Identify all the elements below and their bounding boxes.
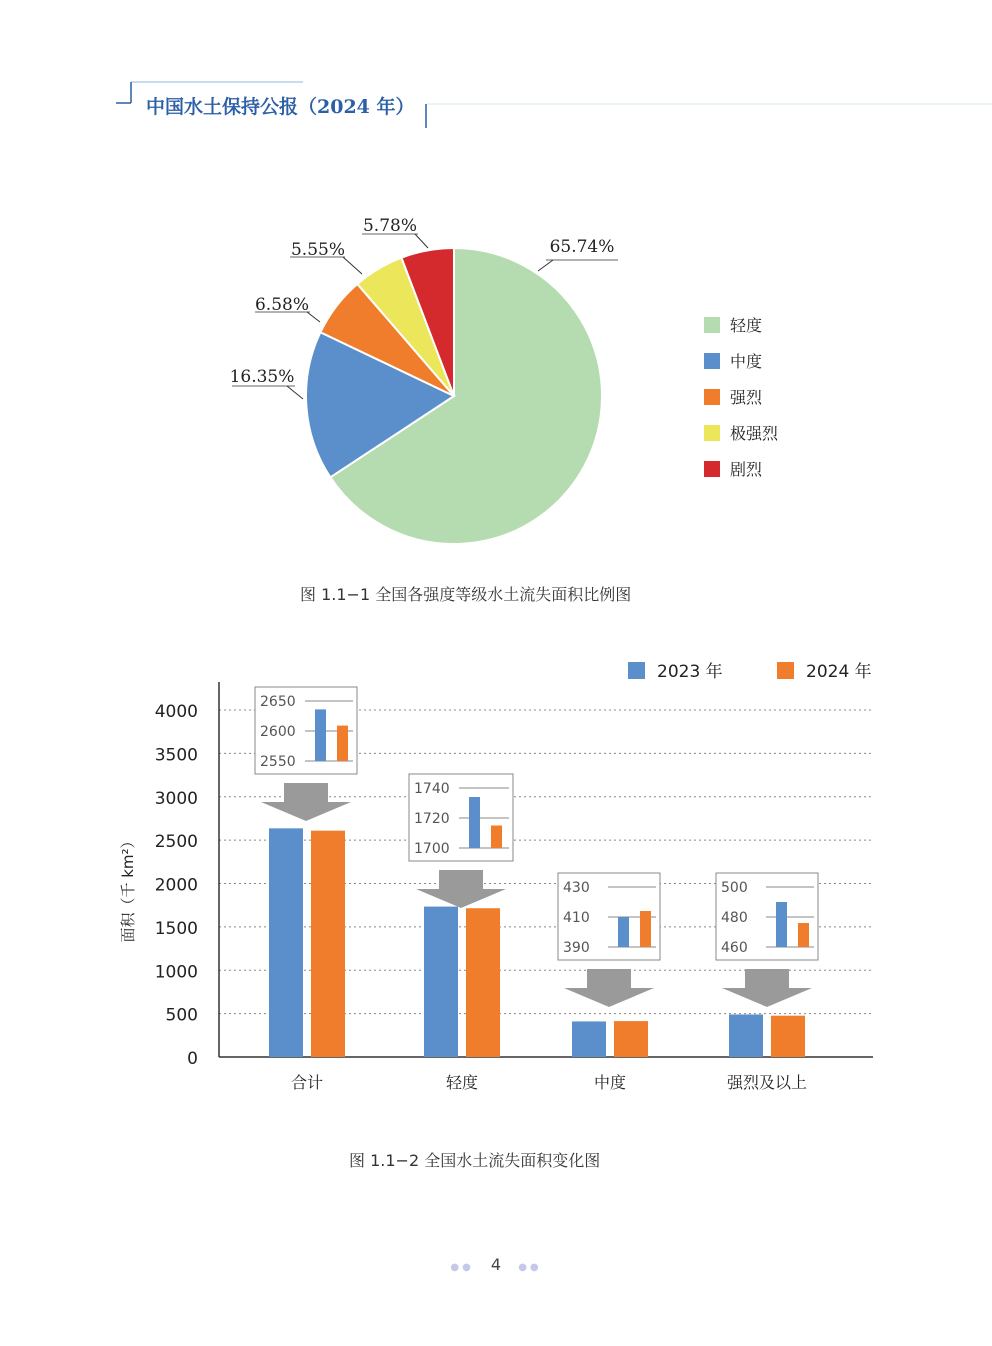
legend-label-2: 强烈 <box>730 388 763 407</box>
bar-legend-swatch-1 <box>777 662 794 679</box>
bar-0-0 <box>269 828 303 1057</box>
inset-bar-1-0 <box>469 797 480 848</box>
inset-bar-0-1 <box>337 726 348 761</box>
inset-bar-0-0 <box>315 709 326 761</box>
page-number-text: 4 <box>490 1255 502 1274</box>
bar-chart <box>0 650 992 1110</box>
header-decoration <box>0 0 992 140</box>
x-tick-label-2: 中度 <box>593 1073 627 1092</box>
inset-tick-2-0: 390 <box>563 940 590 956</box>
legend-swatch-0 <box>704 317 720 333</box>
pie-leader-0 <box>538 260 553 271</box>
bar-3-0 <box>729 1014 763 1057</box>
pie-value-label-3: 5.55% <box>290 240 346 260</box>
inset-0 <box>255 687 357 774</box>
pie-leader-4 <box>415 234 428 248</box>
y-tick-label-2: 1000 <box>154 962 198 983</box>
y-tick-label-4: 2000 <box>154 875 198 896</box>
bar-2-1 <box>614 1021 648 1057</box>
inset-tick-1-1: 1720 <box>414 811 450 827</box>
bar-legend-swatch-0 <box>628 662 645 679</box>
y-tick-label-6: 3000 <box>154 788 198 809</box>
legend-swatch-1 <box>704 353 720 369</box>
bar-2-0 <box>572 1021 606 1057</box>
pie-value-label-0: 65.74% <box>549 237 615 257</box>
zoom-arrow-icon-0 <box>261 783 351 821</box>
pie-value-label-2: 6.58% <box>254 295 310 315</box>
x-tick-label-3: 强烈及以上 <box>726 1073 808 1092</box>
x-tick-label-0: 合计 <box>290 1073 324 1092</box>
inset-3 <box>716 873 818 960</box>
dots-left-icon: ●● <box>450 1262 474 1273</box>
legend-swatch-4 <box>704 461 720 477</box>
inset-bar-3-1 <box>798 923 809 947</box>
inset-tick-1-2: 1740 <box>414 781 450 797</box>
inset-1 <box>409 774 513 861</box>
y-tick-label-1: 500 <box>165 1005 198 1026</box>
inset-tick-1-0: 1700 <box>414 841 450 857</box>
bar-legend-label-0: 2023 年 <box>657 662 723 682</box>
inset-tick-2-2: 430 <box>563 880 590 896</box>
figure-1-caption: 图 1.1−1 全国各强度等级水土流失面积比例图 <box>300 585 632 604</box>
legend-label-1: 中度 <box>730 352 763 371</box>
y-tick-label-3: 1500 <box>154 918 198 939</box>
inset-bar-2-0 <box>618 917 629 947</box>
inset-tick-3-2: 500 <box>721 880 748 896</box>
figure-2-caption: 图 1.1−2 全国水土流失面积变化图 <box>349 1151 601 1170</box>
pie-value-label-1: 16.35% <box>229 367 295 387</box>
y-tick-label-5: 2500 <box>154 832 198 853</box>
y-tick-label-7: 3500 <box>154 745 198 766</box>
pie-leader-1 <box>287 386 303 399</box>
zoom-arrow-icon-2 <box>564 969 654 1007</box>
inset-tick-3-1: 480 <box>721 910 748 926</box>
inset-2 <box>558 873 660 960</box>
legend-label-4: 剧烈 <box>730 460 763 479</box>
inset-tick-2-1: 410 <box>563 910 590 926</box>
y-tick-label-8: 4000 <box>154 702 198 722</box>
x-tick-label-1: 轻度 <box>445 1073 479 1092</box>
y-tick-label-0: 0 <box>187 1049 198 1069</box>
dots-right-icon: ●● <box>518 1262 542 1273</box>
bar-1-1 <box>466 908 500 1057</box>
inset-tick-0-0: 2550 <box>260 754 296 770</box>
y-axis-label: 面积（千 km²） <box>119 833 137 943</box>
legend-label-0: 轻度 <box>730 316 763 335</box>
bar-1-0 <box>424 907 458 1057</box>
inset-bar-2-1 <box>640 911 651 947</box>
bar-legend-label-1: 2024 年 <box>806 662 872 682</box>
bar-0-1 <box>311 831 345 1057</box>
page-number <box>0 1255 992 1274</box>
pie-value-label-4: 5.78% <box>362 216 418 236</box>
report-title: 中国水土保持公报（2024 年） <box>146 96 415 118</box>
inset-tick-3-0: 460 <box>721 940 748 956</box>
legend-swatch-2 <box>704 389 720 405</box>
inset-tick-0-2: 2650 <box>260 694 296 710</box>
zoom-arrow-icon-1 <box>416 870 506 908</box>
pie-chart <box>0 200 992 570</box>
legend-label-3: 极强烈 <box>730 424 779 443</box>
zoom-arrow-icon-3 <box>722 969 812 1007</box>
inset-bar-3-0 <box>776 902 787 947</box>
bar-3-1 <box>771 1016 805 1057</box>
inset-bar-1-1 <box>491 826 502 849</box>
inset-tick-0-1: 2600 <box>260 724 296 740</box>
pie-leader-3 <box>343 257 362 274</box>
legend-swatch-3 <box>704 425 720 441</box>
